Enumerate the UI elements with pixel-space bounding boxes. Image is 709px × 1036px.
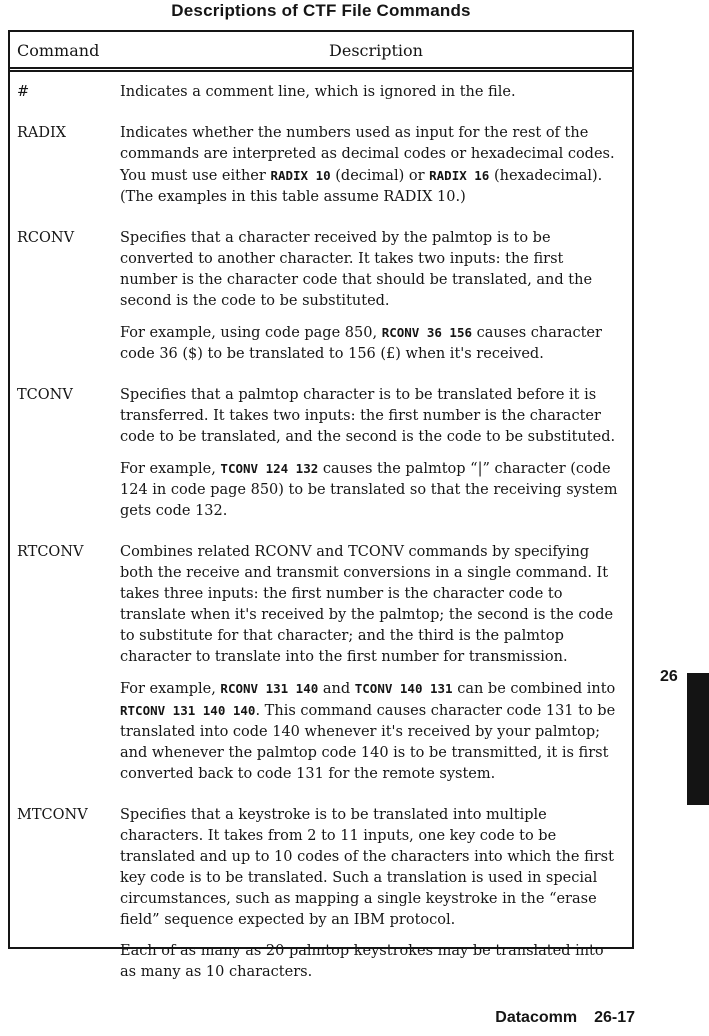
inline-code: RCONV 36 156 — [381, 325, 472, 340]
description-paragraph: Indicates a comment line, which is ignored in the file. — [120, 84, 516, 100]
inline-code: TCONV 124 132 — [220, 461, 319, 476]
table-header-row — [10, 32, 632, 72]
description-paragraph: Each of as many as 20 palmtop keystrokes may be translated into as many as 10 characters. — [120, 943, 604, 980]
description-paragraph: Indicates whether the numbers used as input for the rest of the commands are interpreted as decimal codes or hexadecimal codes. You must use either RADIX 10 (decimal) or RADIX 16 (hexadecimal). (The examples in this table assume RADIX 10.) — [120, 125, 615, 205]
ctf-commands-table — [8, 30, 634, 980]
table-row — [10, 385, 632, 532]
description-cell — [120, 123, 632, 218]
description-paragraph: Combines related RCONV and TCONV commands by specifying both the receive and transmit conversions in a single command. It takes three inputs: the first number is the character code to translate when it's received by the palmtop; the second is the code to substitute for that character; and the third is the palmtop character to translate into the first number for transmission. — [120, 544, 614, 665]
footer-page-number: 26-17 — [594, 1009, 635, 1026]
table-row — [10, 228, 632, 375]
table-row — [10, 123, 632, 218]
table-row — [10, 542, 632, 795]
table-row — [10, 82, 632, 113]
description-paragraph: Specifies that a character received by the palmtop is to be converted to another character. It takes two inputs: the first number is the character code that should be translated, and the second is the code to be substituted. — [120, 230, 593, 309]
chapter-tab-bar — [687, 673, 709, 805]
command-cell: MTCONV — [17, 807, 88, 823]
description-paragraph: For example, RCONV 131 140 and TCONV 140 131 can be combined into RTCONV 131 140 140. This command causes character code 131 to be translated into code 140 whenever it's received by your palmtop; and whenever the palmtop code 140 is to be transmitted, it is first converted back to code 131 for the remote system. — [120, 681, 616, 782]
description-cell — [120, 542, 632, 795]
inline-code: RADIX 16 — [429, 168, 490, 183]
table-row — [10, 805, 632, 993]
description-cell — [120, 385, 632, 532]
command-cell: TCONV — [17, 387, 73, 403]
description-cell — [120, 228, 632, 375]
inline-code: RADIX 10 — [270, 168, 331, 183]
column-header-description: Description — [329, 41, 423, 60]
command-table-body — [10, 72, 632, 993]
description-paragraph: Specifies that a palmtop character is to be translated before it is transferred. It takes two inputs: the first number is the character code to be translated, and the second is the code to be substituted. — [120, 387, 616, 445]
description-cell — [120, 805, 632, 993]
command-cell: RCONV — [17, 230, 75, 246]
footer-section-label: Datacomm — [495, 1009, 578, 1026]
column-header-command: Command — [17, 41, 100, 60]
command-cell: RTCONV — [17, 544, 84, 560]
inline-code: RTCONV 131 140 140 — [120, 703, 256, 718]
description-paragraph: Specifies that a keystroke is to be translated into multiple characters. It takes from 2 to 11 inputs, one key code to be translated and up to 10 codes of the characters into which the first key code is to be translated. Such a translation is used in special circumstances, such as mapping a single keystroke in the “erase field” sequence expected by an IBM protocol. — [120, 807, 614, 928]
inline-code: TCONV 140 131 — [354, 681, 453, 696]
description-cell — [120, 82, 632, 113]
description-paragraph: For example, using code page 850, RCONV 36 156 causes character code 36 ($) to be translated to 156 (£) when it's received. — [120, 325, 602, 362]
command-cell: # — [17, 84, 30, 100]
command-cell: RADIX — [17, 125, 67, 141]
page-title: Descriptions of CTF File Commands — [171, 1, 471, 20]
description-paragraph: For example, TCONV 124 132 causes the palmtop “|” character (code 124 in code page 850) to be translated so that the receiving system gets code 132. — [120, 461, 618, 519]
page-footer — [8, 1009, 635, 1027]
inline-code: RCONV 131 140 — [220, 681, 319, 696]
chapter-tab-number: 26 — [660, 668, 678, 685]
